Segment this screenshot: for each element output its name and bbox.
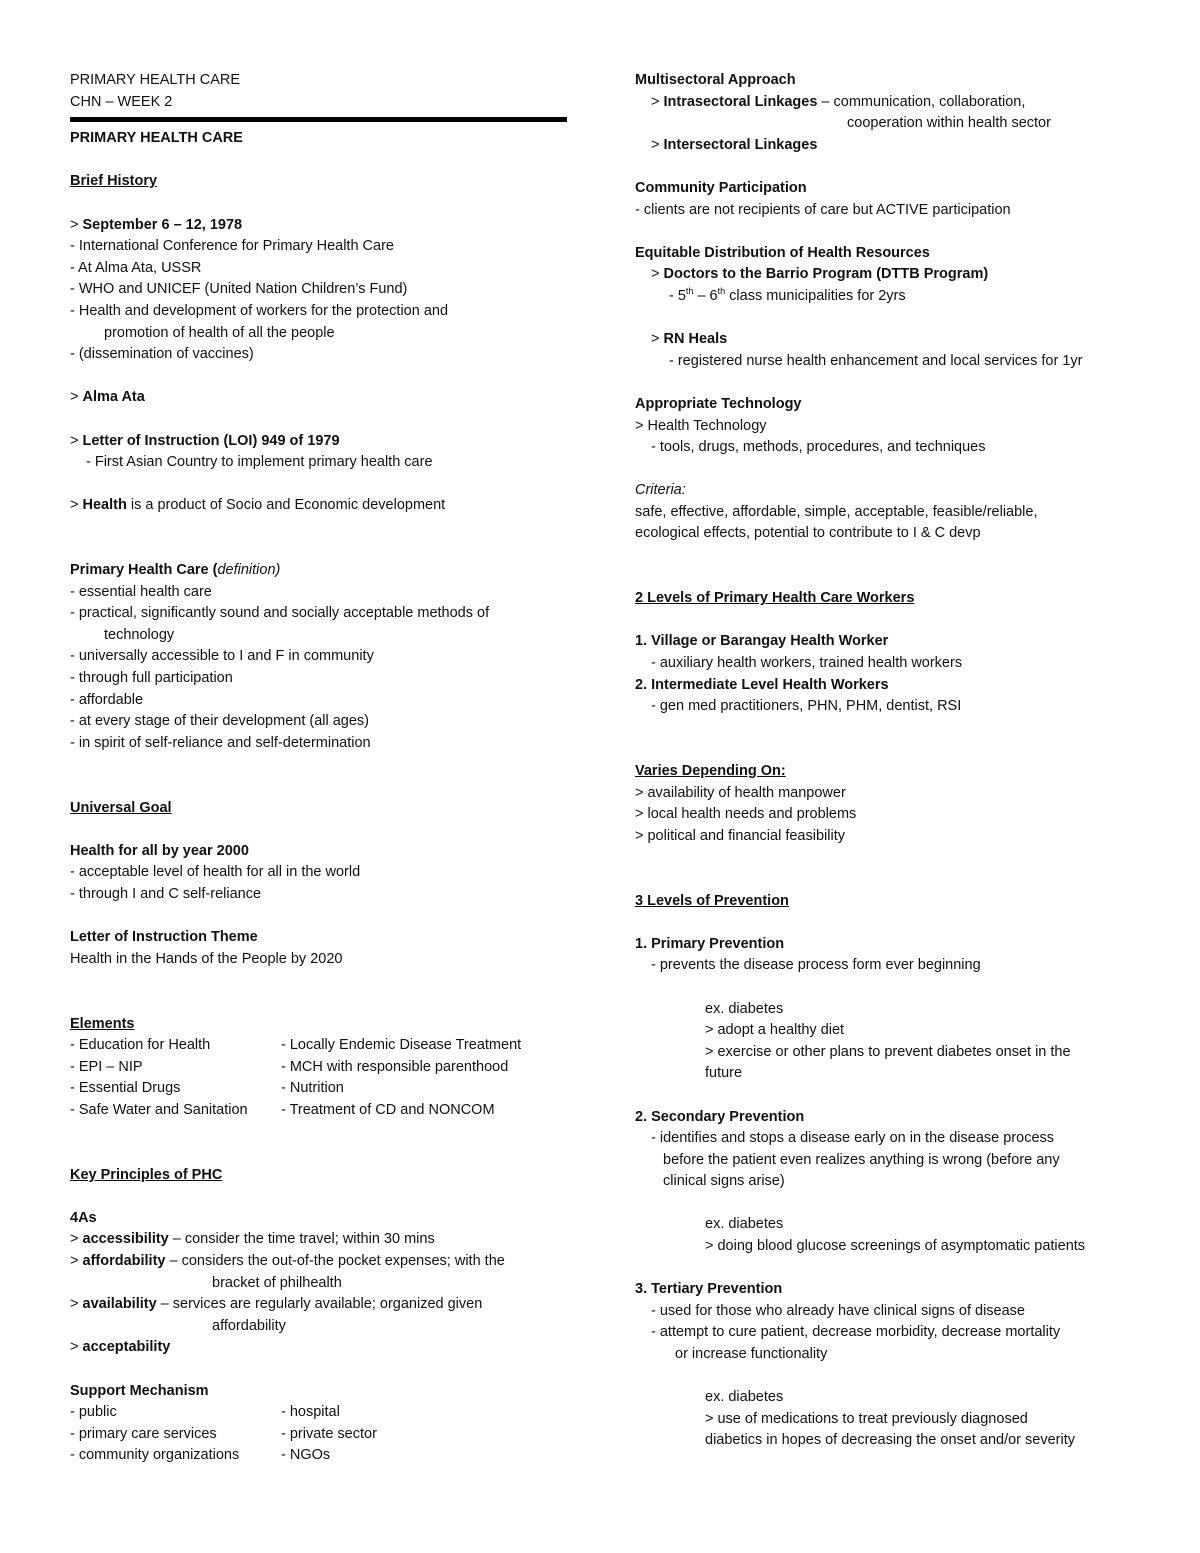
- primary-example: future: [705, 1065, 743, 1082]
- elements-row: - Education for Health - Locally Endemic Disease Treatment: [70, 1037, 522, 1054]
- primary-example: > adopt a healthy diet: [705, 1022, 845, 1039]
- elements-row: - EPI – NIP - MCH with responsible parenthood: [70, 1058, 509, 1075]
- varies-heading: Varies Depending On:: [635, 763, 786, 779]
- loi-theme: Health in the Hands of the People by 2020: [70, 950, 343, 967]
- criteria-line: safe, effective, affordable, simple, acceptable, feasible/reliable,: [635, 503, 1038, 520]
- intrasectoral-line: > Intrasectoral Linkages – communication, collaboration,: [651, 93, 1026, 110]
- tertiary-prevention: 3. Tertiary Prevention: [635, 1281, 783, 1298]
- rn-heals-line: > RN Heals: [651, 331, 728, 348]
- history-item: - (dissemination of vaccines): [70, 346, 254, 363]
- brief-history-heading: Brief History: [70, 173, 158, 190]
- definition-item: - in spirit of self-reliance and self-determination: [70, 734, 371, 751]
- support-row: - public - hospital: [70, 1404, 340, 1421]
- loi-theme-heading: Letter of Instruction Theme: [70, 929, 258, 946]
- principle-accessibility: > accessibility – consider the time travel; within 30 mins: [70, 1231, 435, 1248]
- worker-level: 2. Intermediate Level Health Workers: [635, 676, 889, 693]
- primary-example: > exercise or other plans to prevent diabetes onset in the: [705, 1043, 1071, 1060]
- criteria-line: ecological effects, potential to contribute to I & C devp: [635, 525, 981, 542]
- alma-ata: > Alma Ata: [70, 389, 145, 406]
- principle-availability-cont: affordability: [212, 1317, 286, 1334]
- right-column: [635, 70, 1155, 1452]
- secondary-example: ex. diabetes: [705, 1216, 784, 1233]
- workers-heading: 2 Levels of Primary Health Care Workers: [635, 590, 915, 607]
- varies-item: > political and financial feasibility: [635, 827, 845, 844]
- tertiary-example: diabetics in hopes of decreasing the onset and/or severity: [705, 1432, 1075, 1449]
- main-title: PRIMARY HEALTH CARE: [70, 130, 243, 147]
- history-item-cont: promotion of health of all the people: [104, 324, 335, 341]
- definition-heading: Primary Health Care (definition): [70, 562, 281, 579]
- varies-item: > local health needs and problems: [635, 806, 857, 823]
- elements-row: - Safe Water and Sanitation - Treatment of CD and NONCOM: [70, 1101, 495, 1118]
- health-product: > Health is a product of Socio and Economic development: [70, 497, 446, 514]
- loi-note: - First Asian Country to implement primary health care: [86, 454, 433, 471]
- definition-item: - practical, significantly sound and socially acceptable methods of: [70, 605, 490, 622]
- tertiary-example: ex. diabetes: [705, 1389, 784, 1406]
- worker-level: 1. Village or Barangay Health Worker: [635, 633, 889, 650]
- principle-affordability: > affordability – considers the out-of-the pocket expenses; with the: [70, 1253, 505, 1270]
- secondary-prevention: 2. Secondary Prevention: [635, 1108, 805, 1125]
- principle-acceptability: > acceptability: [70, 1339, 171, 1356]
- community-heading: Community Participation: [635, 179, 807, 196]
- tertiary-note: - used for those who already have clinical signs of disease: [651, 1302, 1025, 1319]
- support-row: - community organizations - NGOs: [70, 1447, 331, 1464]
- secondary-note: - identifies and stops a disease early on in the disease process: [651, 1130, 1055, 1147]
- four-as: 4As: [70, 1209, 97, 1226]
- technology-heading: Appropriate Technology: [635, 395, 802, 412]
- header-subtitle: CHN – WEEK 2: [70, 93, 173, 110]
- history-item: - Health and development of workers for the protection and: [70, 302, 449, 319]
- criteria-label: Criteria:: [635, 482, 686, 499]
- principle-availability: > availability – services are regularly available; organized given: [70, 1296, 483, 1313]
- history-item: - At Alma Ata, USSR: [70, 259, 202, 276]
- definition-item: - at every stage of their development (all ages): [70, 713, 370, 730]
- header-title: PRIMARY HEALTH CARE: [70, 72, 241, 88]
- primary-note: - prevents the disease process form ever beginning: [651, 957, 981, 974]
- secondary-note: clinical signs arise): [663, 1173, 785, 1190]
- intersectoral-line: > Intersectoral Linkages: [651, 136, 818, 153]
- multisectoral-heading: Multisectoral Approach: [635, 72, 796, 88]
- definition-item: - affordable: [70, 691, 144, 708]
- primary-prevention: 1. Primary Prevention: [635, 935, 785, 952]
- definition-item-cont: technology: [104, 626, 175, 643]
- elements-heading: Elements: [70, 1015, 135, 1032]
- primary-example: ex. diabetes: [705, 1000, 784, 1017]
- support-row: - primary care services - private sector: [70, 1425, 377, 1442]
- definition-item: - essential health care: [70, 583, 212, 600]
- equitable-heading: Equitable Distribution of Health Resources: [635, 244, 930, 261]
- history-date: > September 6 – 12, 1978: [70, 216, 243, 233]
- dttb-note: - 5th – 6th class municipalities for 2yrs: [669, 286, 906, 304]
- support-heading: Support Mechanism: [70, 1382, 209, 1399]
- tertiary-note: - attempt to cure patient, decrease morbidity, decrease mortality: [651, 1324, 1061, 1341]
- history-item: - International Conference for Primary Health Care: [70, 238, 394, 255]
- loi-line: > Letter of Instruction (LOI) 949 of 1979: [70, 432, 340, 449]
- community-text: - clients are not recipients of care but ACTIVE participation: [635, 201, 1011, 218]
- goal-item: - acceptable level of health for all in the world: [70, 864, 361, 881]
- secondary-note: before the patient even realizes anything is wrong (before any: [663, 1151, 1060, 1168]
- universal-goal-sub: Health for all by year 2000: [70, 842, 249, 859]
- secondary-example: > doing blood glucose screenings of asymptomatic patients: [705, 1238, 1086, 1255]
- rn-heals-note: - registered nurse health enhancement and local services for 1yr: [669, 352, 1083, 369]
- elements-row: - Essential Drugs - Nutrition: [70, 1080, 344, 1097]
- technology-line: > Health Technology: [635, 417, 767, 434]
- principle-affordability-cont: bracket of philhealth: [212, 1274, 342, 1291]
- intrasectoral-cont: cooperation within health sector: [847, 115, 1051, 132]
- worker-note: - auxiliary health workers, trained health workers: [651, 655, 963, 672]
- technology-note: - tools, drugs, methods, procedures, and techniques: [651, 439, 986, 456]
- goal-item: - through I and C self-reliance: [70, 885, 262, 902]
- tertiary-note: or increase functionality: [675, 1346, 828, 1363]
- history-item: - WHO and UNICEF (United Nation Children’s Fund): [70, 281, 408, 298]
- varies-item: > availability of health manpower: [635, 784, 846, 801]
- key-principles-heading: Key Principles of PHC: [70, 1166, 223, 1183]
- prevention-heading: 3 Levels of Prevention: [635, 892, 789, 909]
- tertiary-example: > use of medications to treat previously diagnosed: [705, 1410, 1028, 1427]
- universal-goal-heading: Universal Goal: [70, 799, 172, 816]
- left-column: [70, 70, 570, 1467]
- definition-item: - through full participation: [70, 670, 233, 687]
- definition-item: - universally accessible to I and F in community: [70, 648, 374, 665]
- dttb-line: > Doctors to the Barrio Program (DTTB Program): [651, 266, 989, 283]
- header-rule: [70, 117, 567, 122]
- worker-note: - gen med practitioners, PHN, PHM, dentist, RSI: [651, 698, 962, 715]
